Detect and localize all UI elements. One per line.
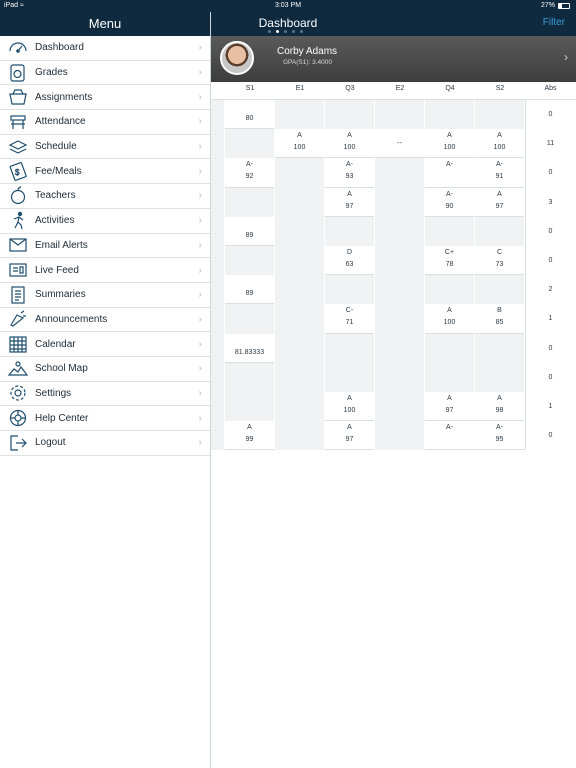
- device-label: iPad ≈: [4, 2, 24, 9]
- row-gutter: [211, 246, 225, 275]
- menu-item-settings[interactable]: [0, 382, 210, 407]
- grade-cell[interactable]: [425, 158, 475, 187]
- percent-grade: 97: [445, 406, 454, 414]
- letter-grade: C-: [345, 307, 354, 315]
- menu-item-label: Attendance: [35, 116, 86, 128]
- menu-item-grades[interactable]: [0, 61, 210, 86]
- row-gutter: [211, 129, 225, 158]
- grade-cell[interactable]: [275, 158, 325, 187]
- percent-grade: 90: [445, 202, 454, 210]
- percent-grade: 97: [345, 202, 354, 210]
- menu-item-label: Dashboard: [35, 42, 84, 54]
- chevron-right-icon: ›: [198, 239, 202, 251]
- letter-grade: A: [497, 132, 502, 140]
- column-header: Q3: [345, 85, 355, 92]
- menu-item-label: Email Alerts: [35, 239, 88, 251]
- percent-grade: 80: [245, 115, 254, 122]
- grade-cell[interactable]: [375, 100, 425, 129]
- grade-cell[interactable]: [325, 158, 375, 187]
- percent-grade: 100: [343, 144, 356, 152]
- student-bar[interactable]: [211, 36, 576, 82]
- grade-cell[interactable]: [325, 217, 375, 246]
- grade-cell[interactable]: [425, 304, 475, 333]
- grade-cell[interactable]: [425, 392, 475, 421]
- grade-cell[interactable]: [375, 304, 425, 333]
- grade-cell[interactable]: [325, 304, 375, 333]
- menu-item-label: Schedule: [35, 141, 77, 153]
- menu-panel: [0, 12, 211, 768]
- logout-icon: [7, 433, 29, 453]
- chevron-right-icon: ›: [198, 437, 202, 449]
- grade-cell[interactable]: [225, 246, 275, 275]
- menu-item-help-center[interactable]: [0, 406, 210, 431]
- letter-grade: A-: [446, 190, 453, 198]
- letter-grade: A: [247, 424, 252, 432]
- chevron-right-icon: ›: [198, 190, 202, 202]
- grade-cell[interactable]: [475, 129, 525, 158]
- grade-cell[interactable]: [325, 100, 375, 129]
- menu-item-logout[interactable]: [0, 431, 210, 456]
- menu-item-label: Activities: [35, 215, 75, 227]
- grade-cell[interactable]: [425, 334, 475, 363]
- menu-item-announcements[interactable]: [0, 308, 210, 333]
- menu-item-email-alerts[interactable]: [0, 234, 210, 259]
- live-feed-icon: [7, 260, 29, 280]
- table-row[interactable]: [211, 217, 576, 246]
- absence-cell[interactable]: [525, 275, 576, 304]
- menu-item-label: Settings: [35, 387, 72, 399]
- grade-cell[interactable]: [275, 363, 325, 392]
- column-header: Abs: [544, 85, 557, 92]
- grade-cell[interactable]: [275, 246, 325, 275]
- grade-cell[interactable]: [225, 304, 275, 333]
- letter-grade: A-: [446, 161, 453, 169]
- chevron-right-icon: ›: [198, 67, 202, 79]
- grade-cell[interactable]: [275, 100, 325, 129]
- absence-cell[interactable]: [525, 246, 576, 275]
- row-gutter: [211, 217, 225, 246]
- avatar: [220, 41, 254, 75]
- letter-grade: A: [347, 424, 352, 432]
- row-gutter: [211, 334, 225, 363]
- absence-cell[interactable]: [525, 100, 576, 129]
- column-header: S1: [245, 85, 255, 92]
- svg-text:$: $: [15, 168, 20, 178]
- letter-grade: A: [497, 190, 502, 198]
- letter-grade: C+: [444, 248, 455, 256]
- row-gutter: [211, 100, 225, 129]
- chevron-right-icon: ›: [198, 264, 202, 276]
- wifi-icon: ≈: [19, 2, 24, 9]
- chevron-right-icon: ›: [198, 215, 202, 227]
- absence-count: 0: [548, 227, 553, 235]
- percent-grade: 93: [345, 173, 354, 181]
- percent-grade: 100: [293, 144, 306, 152]
- activities-icon: [7, 211, 29, 231]
- dashboard-icon: [7, 38, 29, 58]
- chevron-right-icon: ›: [198, 363, 202, 375]
- grade-cell[interactable]: [325, 129, 375, 158]
- absence-count: 1: [548, 402, 553, 410]
- grade-cell[interactable]: [425, 275, 475, 304]
- percent-grade: 100: [443, 319, 456, 327]
- menu-item-live-feed[interactable]: [0, 258, 210, 283]
- grade-cell[interactable]: [225, 334, 275, 363]
- grade-cell[interactable]: [375, 421, 425, 450]
- grade-table-body: [211, 100, 576, 450]
- email-alerts-icon: [7, 235, 29, 255]
- grade-cell[interactable]: [325, 392, 375, 421]
- letter-grade: B: [497, 307, 502, 315]
- table-row[interactable]: [211, 363, 576, 392]
- page-dot[interactable]: [268, 30, 271, 33]
- menu-item-label: Fee/Meals: [35, 165, 82, 177]
- grade-cell[interactable]: [225, 100, 275, 129]
- summaries-icon: [7, 285, 29, 305]
- menu-item-teachers[interactable]: [0, 184, 210, 209]
- battery-level: 27%: [540, 2, 555, 9]
- assignments-icon: [7, 87, 29, 107]
- table-row[interactable]: [211, 275, 576, 304]
- menu-item-school-map[interactable]: [0, 357, 210, 382]
- chevron-right-icon: ›: [198, 313, 202, 325]
- percent-grade: 73: [495, 260, 504, 268]
- table-row[interactable]: [211, 304, 576, 333]
- grade-cell[interactable]: [475, 421, 525, 450]
- table-row[interactable]: [211, 188, 576, 217]
- absence-cell[interactable]: [525, 363, 576, 392]
- percent-grade: 81.83333: [234, 348, 265, 356]
- absence-cell[interactable]: [525, 304, 576, 333]
- letter-grade: A: [447, 307, 452, 315]
- table-row[interactable]: [211, 421, 576, 450]
- percent-grade: 91: [495, 173, 504, 181]
- letter-grade: A: [297, 132, 302, 140]
- percent-grade: 92: [245, 173, 254, 181]
- menu-item-label: Summaries: [35, 289, 86, 301]
- grade-cell[interactable]: [325, 363, 375, 392]
- student-gpa: GPA(S1): 3.4000: [283, 59, 333, 66]
- menu-item-label: School Map: [35, 363, 88, 375]
- menu-item-activities[interactable]: [0, 209, 210, 234]
- grade-cell[interactable]: [225, 392, 275, 421]
- grade-cell[interactable]: [375, 392, 425, 421]
- absence-cell[interactable]: [525, 188, 576, 217]
- menu-item-schedule[interactable]: [0, 135, 210, 160]
- column-header: E1: [295, 85, 305, 92]
- status-bar: [0, 0, 576, 12]
- percent-grade: 63: [345, 260, 354, 268]
- menu-item-label: Announcements: [35, 313, 108, 325]
- absence-count: 0: [548, 432, 553, 440]
- menu-item-dashboard[interactable]: [0, 36, 210, 61]
- page-indicator[interactable]: [268, 30, 303, 33]
- absence-count: 0: [548, 256, 553, 264]
- grade-cell[interactable]: [275, 275, 325, 304]
- grade-cell[interactable]: [475, 246, 525, 275]
- absence-cell[interactable]: [525, 421, 576, 450]
- percent-grade: 97: [495, 202, 504, 210]
- table-row[interactable]: [211, 392, 576, 421]
- chevron-right-icon: ›: [198, 289, 202, 301]
- table-row[interactable]: [211, 334, 576, 363]
- letter-grade: A: [447, 132, 452, 140]
- absence-count: 11: [546, 140, 555, 148]
- menu-item-label: Teachers: [35, 190, 76, 202]
- page-dot-active[interactable]: [276, 30, 279, 33]
- grade-cell[interactable]: [375, 188, 425, 217]
- percent-grade: 89: [245, 231, 254, 239]
- absence-count: 0: [548, 373, 553, 381]
- column-header: S2: [495, 85, 505, 92]
- letter-grade: D: [346, 248, 353, 256]
- grade-cell[interactable]: [475, 217, 525, 246]
- help-center-icon: [7, 408, 29, 428]
- grade-cell[interactable]: [475, 100, 525, 129]
- chevron-right-icon: ›: [198, 141, 202, 153]
- absence-count: 0: [548, 111, 553, 118]
- grade-cell[interactable]: [475, 363, 525, 392]
- grade-cell[interactable]: [375, 129, 425, 158]
- letter-grade: A-: [496, 161, 503, 169]
- percent-grade: 95: [495, 436, 504, 444]
- percent-grade: 89: [245, 290, 254, 298]
- menu-item-summaries[interactable]: [0, 283, 210, 308]
- menu-title: Menu: [0, 12, 210, 36]
- percent-grade: 99: [245, 436, 254, 444]
- grade-cell[interactable]: [475, 188, 525, 217]
- absence-cell[interactable]: [525, 334, 576, 363]
- percent-grade: 71: [345, 319, 354, 327]
- row-gutter: [211, 275, 225, 304]
- absence-cell[interactable]: [525, 392, 576, 421]
- school-map-icon: [7, 359, 29, 379]
- absence-count: 3: [548, 198, 553, 206]
- grade-cell[interactable]: [475, 334, 525, 363]
- chevron-right-icon: ›: [198, 116, 202, 128]
- grade-cell[interactable]: [325, 275, 375, 304]
- menu-item-label: Calendar: [35, 338, 76, 350]
- menu-item-attendance[interactable]: [0, 110, 210, 135]
- letter-grade: A-: [346, 161, 353, 169]
- grade-cell[interactable]: [425, 246, 475, 275]
- grade-cell[interactable]: [425, 129, 475, 158]
- chevron-right-icon: ›: [198, 91, 202, 103]
- letter-grade: C: [496, 248, 503, 256]
- grade-cell[interactable]: [225, 421, 275, 450]
- grade-cell[interactable]: [375, 363, 425, 392]
- dashboard-header: [211, 12, 576, 36]
- chevron-right-icon: ›: [198, 165, 202, 177]
- absence-count: 1: [548, 315, 553, 323]
- status-time: 3:03 PM: [274, 2, 302, 9]
- grade-cell[interactable]: [375, 334, 425, 363]
- page-dot[interactable]: [300, 30, 303, 33]
- attendance-icon: [7, 112, 29, 132]
- percent-grade: 100: [343, 406, 356, 414]
- grade-cell[interactable]: [275, 217, 325, 246]
- percent-grade: 85: [495, 319, 504, 327]
- grade-cell[interactable]: [475, 275, 525, 304]
- teachers-icon: [7, 186, 29, 206]
- grade-cell[interactable]: [225, 158, 275, 187]
- chevron-right-icon: ›: [198, 338, 202, 350]
- menu-item-label: Grades: [35, 67, 68, 79]
- page-dot[interactable]: [284, 30, 287, 33]
- student-name: Corby Adams: [277, 46, 338, 57]
- column-header: Q4: [445, 85, 455, 92]
- letter-grade: A: [347, 132, 352, 140]
- grade-cell[interactable]: [325, 421, 375, 450]
- grade-cell[interactable]: [225, 129, 275, 158]
- percent-grade: 100: [443, 144, 456, 152]
- grade-cell[interactable]: [475, 304, 525, 333]
- dashboard-panel: [211, 12, 576, 768]
- table-row[interactable]: [211, 100, 576, 129]
- grade-cell[interactable]: [275, 304, 325, 333]
- chevron-right-icon[interactable]: ›: [564, 50, 568, 64]
- grade-cell[interactable]: [375, 217, 425, 246]
- grades-icon: [7, 63, 29, 83]
- chevron-right-icon: ›: [198, 42, 202, 54]
- row-gutter: [211, 304, 225, 333]
- grade-cell[interactable]: [275, 334, 325, 363]
- row-gutter: [211, 158, 225, 187]
- absence-count: 0: [548, 344, 553, 352]
- grade-cell[interactable]: [425, 188, 475, 217]
- row-gutter: [211, 421, 225, 450]
- menu-list: [0, 36, 210, 456]
- grade-cell[interactable]: [225, 363, 275, 392]
- chevron-right-icon: ›: [198, 412, 202, 424]
- grade-cell[interactable]: [325, 188, 375, 217]
- calendar-icon: [7, 334, 29, 354]
- row-gutter: [211, 363, 225, 392]
- menu-item-label: Live Feed: [35, 264, 79, 276]
- grade-cell[interactable]: [425, 100, 475, 129]
- table-row[interactable]: [211, 246, 576, 275]
- grade-cell[interactable]: [325, 246, 375, 275]
- row-gutter: [211, 392, 225, 421]
- grade-cell[interactable]: [425, 363, 475, 392]
- grade-cell[interactable]: [225, 275, 275, 304]
- menu-item-assignments[interactable]: [0, 85, 210, 110]
- letter-grade: --: [397, 140, 402, 148]
- table-row[interactable]: [211, 129, 576, 158]
- row-gutter: [211, 188, 225, 217]
- grade-cell[interactable]: [475, 392, 525, 421]
- percent-grade: 98: [495, 406, 504, 414]
- grade-cell[interactable]: [325, 334, 375, 363]
- dashboard-title: Dashboard: [258, 16, 318, 30]
- grade-cell[interactable]: [275, 421, 325, 450]
- absence-count: 2: [548, 286, 553, 294]
- absence-cell[interactable]: [525, 158, 576, 187]
- grade-table-header: [211, 82, 576, 100]
- settings-icon: [7, 383, 29, 403]
- percent-grade: 97: [345, 436, 354, 444]
- grade-cell[interactable]: [225, 217, 275, 246]
- menu-item-calendar[interactable]: [0, 332, 210, 357]
- letter-grade: A: [447, 394, 452, 402]
- column-header: E2: [395, 85, 405, 92]
- menu-item-fee-meals[interactable]: [0, 159, 210, 184]
- menu-item-label: Logout: [35, 437, 66, 449]
- letter-grade: A-: [446, 424, 453, 432]
- grade-cell[interactable]: [375, 246, 425, 275]
- menu-item-label: Help Center: [35, 412, 89, 424]
- grade-cell[interactable]: [425, 217, 475, 246]
- chevron-right-icon: ›: [198, 387, 202, 399]
- grade-cell[interactable]: [225, 188, 275, 217]
- percent-grade: 100: [493, 144, 506, 152]
- percent-grade: 78: [445, 260, 454, 268]
- grade-cell[interactable]: [275, 392, 325, 421]
- menu-item-label: Assignments: [35, 91, 93, 103]
- grade-cell[interactable]: [425, 421, 475, 450]
- grade-cell[interactable]: [375, 158, 425, 187]
- letter-grade: A-: [246, 161, 253, 169]
- page-dot[interactable]: [292, 30, 295, 33]
- grade-cell[interactable]: [275, 129, 325, 158]
- grade-cell[interactable]: [375, 275, 425, 304]
- absence-cell[interactable]: [525, 129, 576, 158]
- grade-cell[interactable]: [275, 188, 325, 217]
- battery-icon: [558, 3, 570, 9]
- table-row[interactable]: [211, 158, 576, 187]
- absence-cell[interactable]: [525, 217, 576, 246]
- grade-cell[interactable]: [475, 158, 525, 187]
- fee-meals-icon: [7, 161, 29, 181]
- letter-grade: A: [347, 190, 352, 198]
- announcements-icon: [7, 309, 29, 329]
- letter-grade: A: [497, 394, 502, 402]
- letter-grade: A: [347, 394, 352, 402]
- letter-grade: A-: [496, 424, 503, 432]
- filter-button[interactable]: Filter: [542, 17, 565, 28]
- absence-count: 0: [548, 169, 553, 177]
- schedule-icon: [7, 137, 29, 157]
